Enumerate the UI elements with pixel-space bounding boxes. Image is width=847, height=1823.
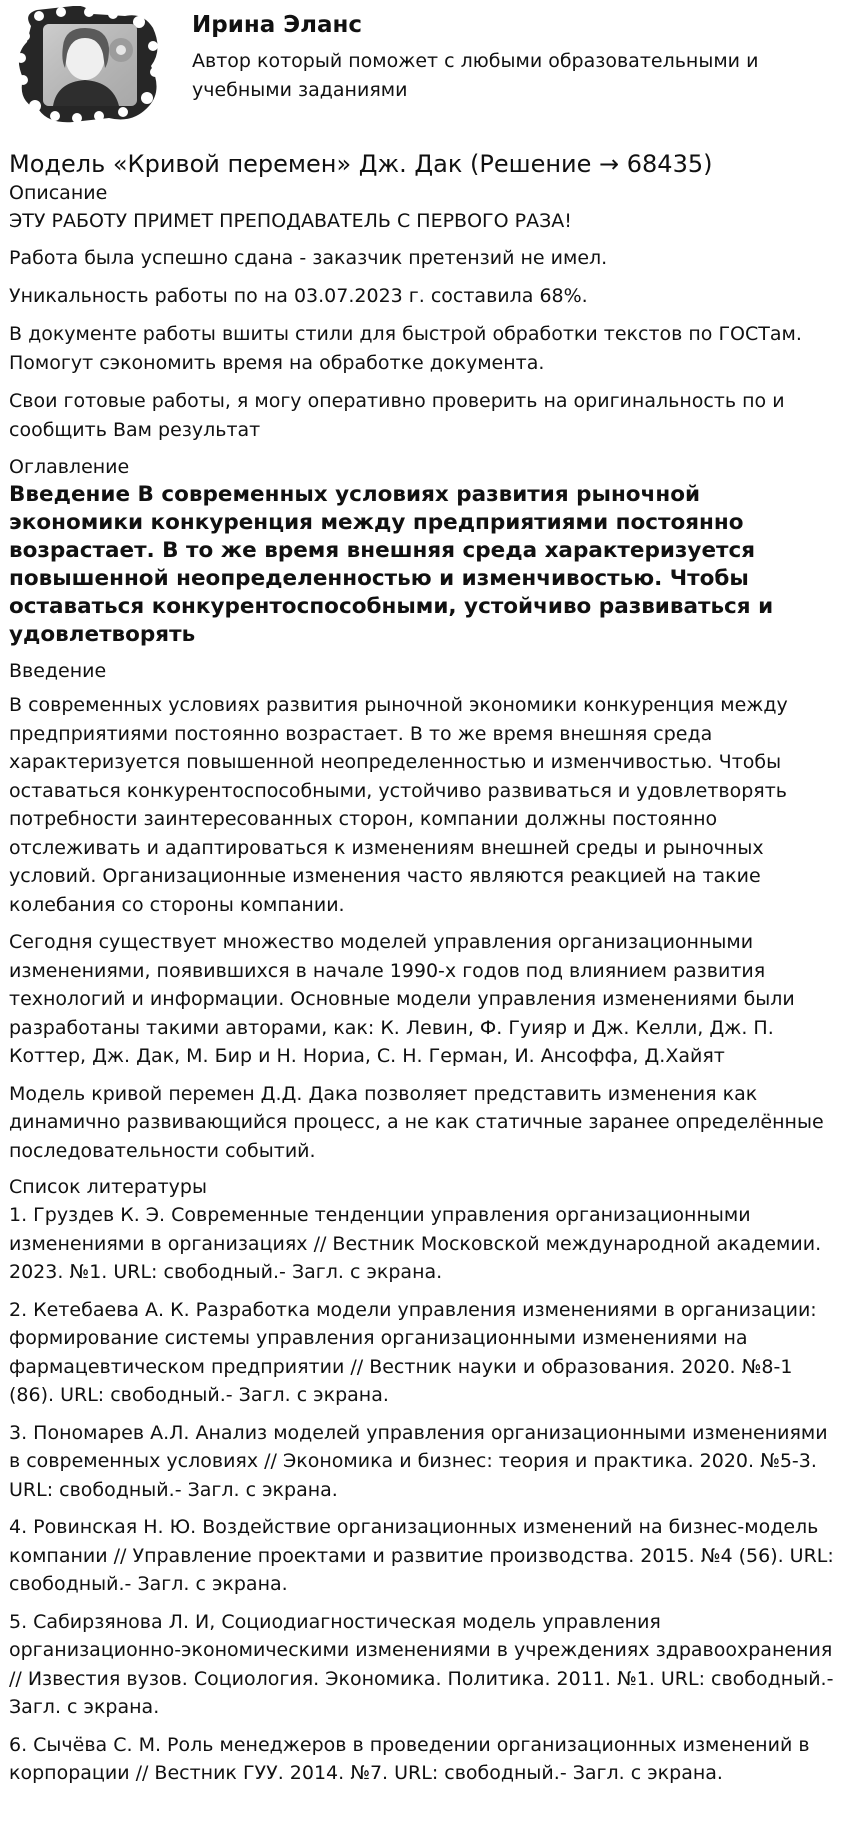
- intro-paragraph: Сегодня существует множество моделей управления организационными изменениями, появившихся в начале 1990-х годов под влиянием развития технологий и информации. Основные модели управления изменениями были разработаны такими авторами, как: К. Левин, Ф. Гуияр и Дж. Келли, Дж. П. Коттер, Дж. Дак, М. Бир и Н. Нориа, С. Н. Герман, И. Ансоффа, Д.Хайят: [9, 931, 795, 1067]
- description-section: [9, 207, 838, 445]
- intro-paragraph: В современных условиях развития рыночной экономики конкуренция между предприятиями постоянно возрастает. В то же время внешняя среда характеризуется повышенной неопределенностью и изменчивостью. Чтобы оставаться конкурентоспособными, устойчиво развиваться и удовлетворять потребности заинтересованных сторон, компании должны постоянно отслеживать и адаптироваться к изменениям внешней среды и рыночных условий. Организационные изменения часто являются реакцией на такие колебания со стороны компании.: [9, 694, 788, 916]
- description-paragraph: Уникальность работы по на 03.07.2023 г. составила 68%.: [9, 285, 588, 307]
- author-avatar: [13, 6, 163, 124]
- author-name: Ирина Эланс: [192, 12, 363, 38]
- description-paragraph: ЭТУ РАБОТУ ПРИМЕТ ПРЕПОДАВАТЕЛЬ С ПЕРВОГО РАЗА!: [9, 210, 572, 232]
- literature-item: 6. Сычёва С. М. Роль менеджеров в проведении организационных изменений в корпорации // Вестник ГУУ. 2014. №7. URL: свободный.- Загл. с экрана.: [9, 1733, 810, 1784]
- literature-label: Список литературы: [9, 1176, 207, 1198]
- toc-label: Оглавление: [9, 456, 130, 478]
- author-description: Автор который поможет с любыми образовательными и учебными заданиями: [192, 50, 759, 101]
- page-title: Модель «Кривой перемен» Дж. Дак (Решение → 68435): [9, 150, 713, 178]
- description-paragraph: Свои готовые работы, я могу оперативно проверить на оригинальность по и сообщить Вам результат: [9, 390, 785, 441]
- description-paragraph: Работа была успешно сдана - заказчик претензий не имел.: [9, 247, 608, 269]
- film-frame-icon: [16, 6, 160, 123]
- author-card: [9, 0, 838, 148]
- literature-list: [9, 1201, 838, 1788]
- intro-section: [9, 691, 838, 1165]
- literature-item: 3. Пономарев А.Л. Анализ моделей управления организационными изменениями в современных условиях // Экономика и бизнес: теория и практика. 2020. №5-3. URL: свободный.- Загл. с экрана.: [9, 1421, 828, 1501]
- literature-item: 4. Ровинская Н. Ю. Воздействие организационных изменений на бизнес-модель компании // Управление проектами и развитие производства. 2015. №4 (56). URL: свободный.- Загл. с экрана.: [9, 1516, 834, 1595]
- intro-label: Введение: [9, 660, 107, 682]
- description-label: Описание: [9, 182, 108, 204]
- literature-item: 5. Сабирзянова Л. И, Социодиагностическая модель управления организационно-экономическими изменениями в учреждениях здравоохранения // Известия вузов. Социология. Экономика. Политика. 2011. №1. URL: свободный.- Загл. с экрана.: [9, 1610, 834, 1718]
- literature-item: 1. Груздев К. Э. Современные тенденции управления организационными изменениями в организациях // Вестник Московской международной академии. 2023. №1. URL: свободный.- Загл. с экрана.: [9, 1204, 822, 1283]
- literature-item: 2. Кетебаева А. К. Разработка модели управления изменениями в организации: формирование системы управления организационными изменениями на фармацевтическом предприятии // Вестник науки и образования. 2020. №8-1 (86). URL: свободный.- Загл. с экрана.: [9, 1298, 817, 1406]
- description-paragraph: В документе работы вшиты стили для быстрой обработки текстов по ГОСТам. Помогут сэкономить время на обработке документа.: [9, 323, 802, 374]
- toc-heading: Введение В современных условиях развития рыночной экономики конкуренция между предприятиями постоянно возрастает. В то же время внешняя среда характеризуется повышенной неопределенностью и изменчивостью. Чтобы оставаться конкурентоспособными, устойчиво развиваться и удовлетворять: [9, 482, 774, 647]
- intro-paragraph: Модель кривой перемен Д.Д. Дака позволяет представить изменения как динамично развивающийся процесс, а не как статичные заранее определённые последовательности событий.: [9, 1082, 824, 1162]
